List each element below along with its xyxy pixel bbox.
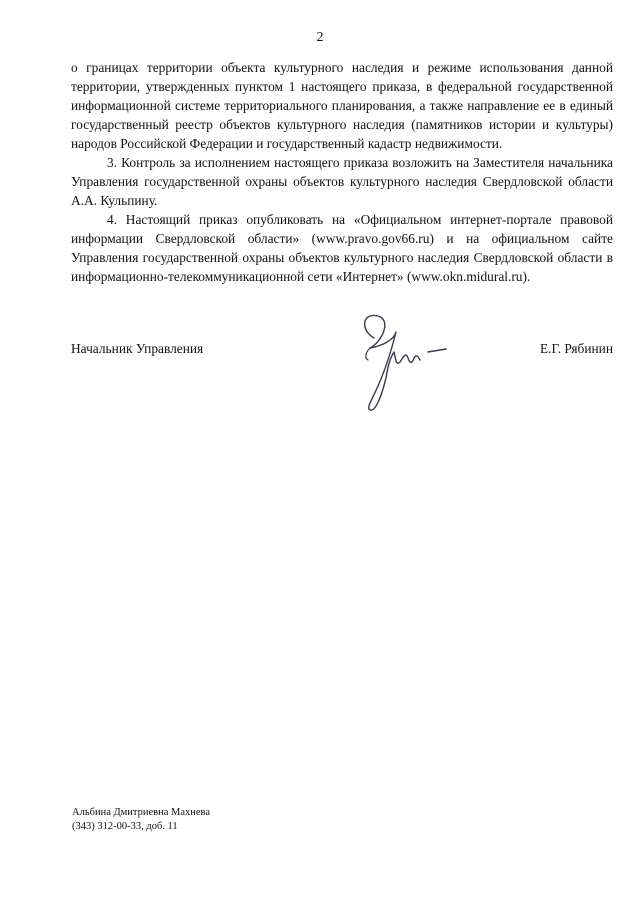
signature-block (71, 341, 613, 361)
handwritten-signature (352, 308, 462, 418)
page-number: 2 (316, 30, 324, 45)
executor-info (72, 806, 210, 834)
signer-position: Начальник Управления (71, 341, 204, 356)
paragraph-continuation: о границах территории объекта культурного наследия и режиме использования данной территории, утвержденных пунктом 1 настоящего приказа, в федеральной государственной информационной системе территориального планирования, а также направление ее в единый государственный реестр объектов культурного наследия (памятников истории и культуры) народов Российской Федерации и государственный кадастр недвижимости. (71, 60, 613, 151)
paragraph-item-3: 3. Контроль за исполнением настоящего приказа возложить на Заместителя начальника Управления государственной охраны объектов культурного наследия Свердловской области А.А. Кульпину. (71, 155, 613, 208)
document-body (71, 58, 613, 286)
signer-name: Е.Г. Рябинин (539, 341, 613, 356)
paragraph-item-4: 4. Настоящий приказ опубликовать на «Официальном интернет-портале правовой информации Свердловской области» (www.pravo.gov66.ru) и на официальном сайте Управления государственной охраны объектов культурного наследия Свердловской области в информационно-телекоммуникационной сети «Интернет» (www.okn.midural.ru). (71, 212, 613, 284)
executor-name: Альбина Дмитриевна Махнева (72, 807, 211, 818)
executor-phone: (343) 312-00-33, доб. 11 (72, 821, 178, 832)
